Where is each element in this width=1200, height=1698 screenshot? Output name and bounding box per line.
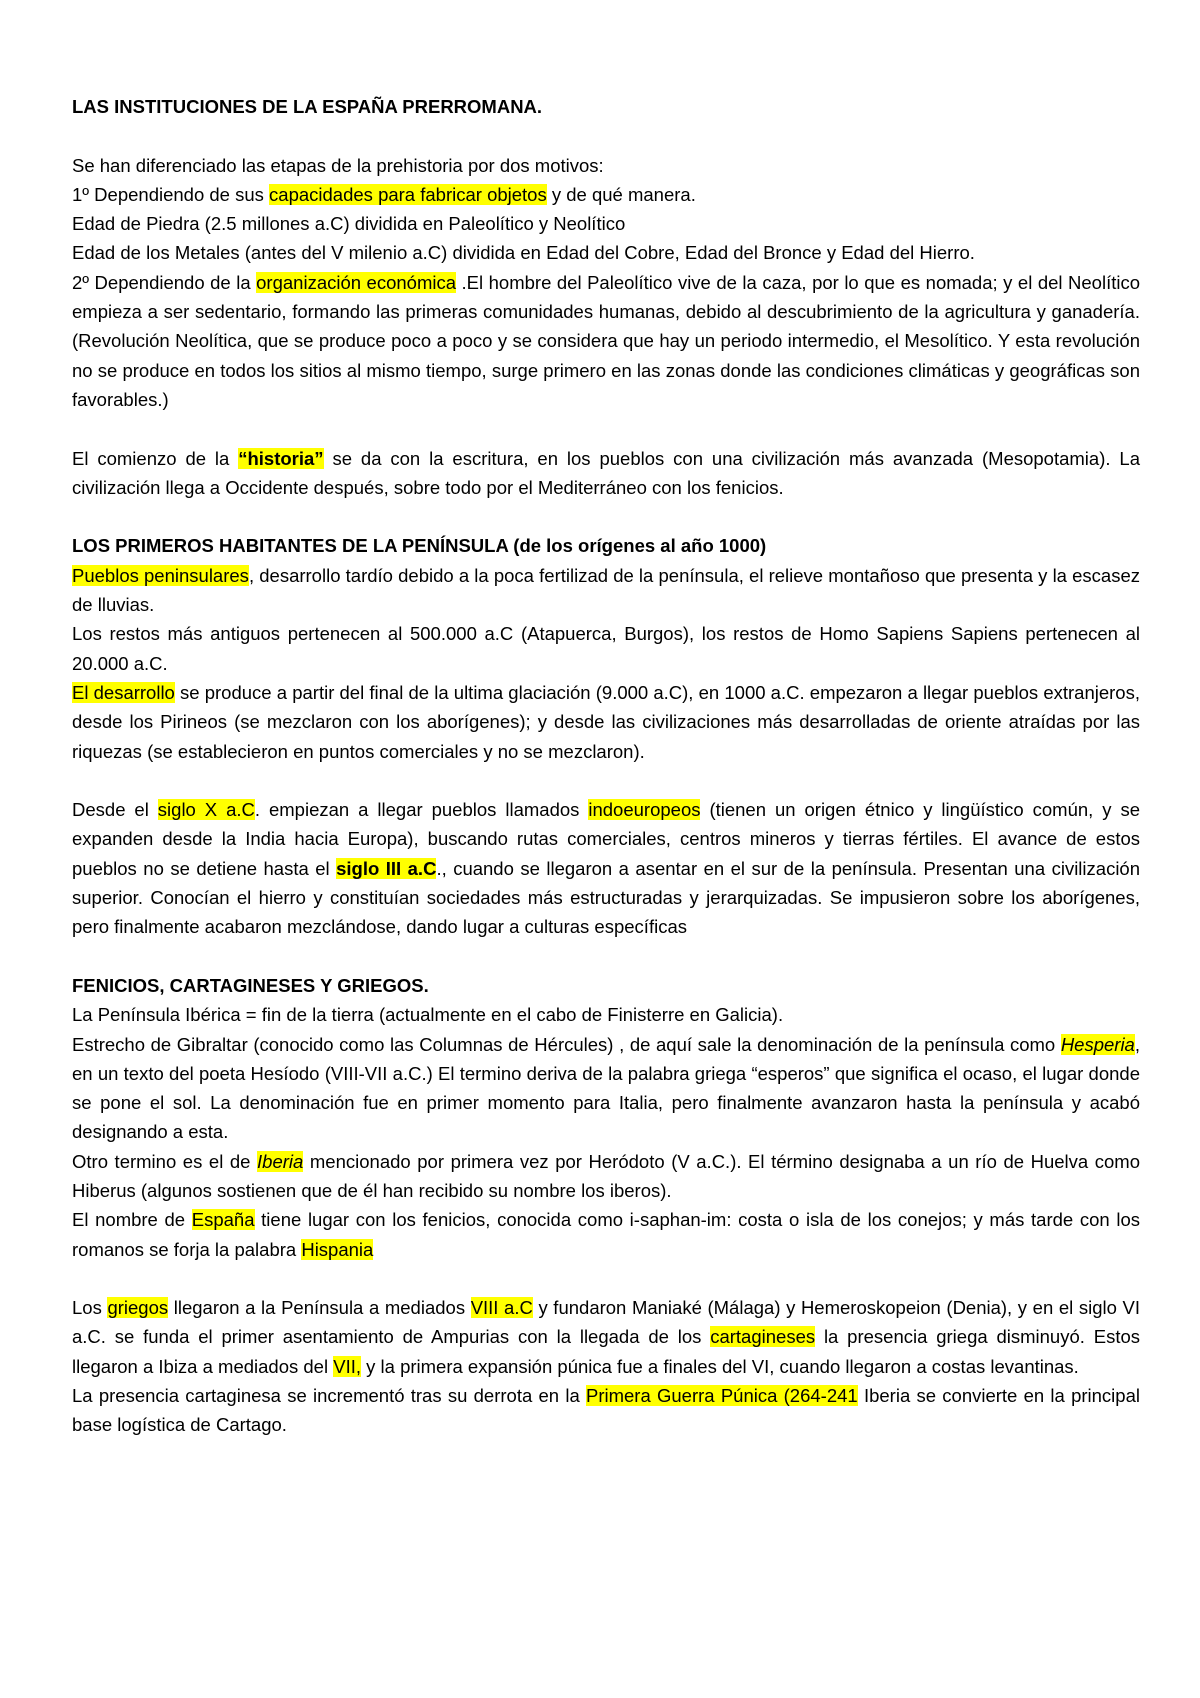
highlight-griegos: griegos xyxy=(107,1297,169,1319)
text-run: ., cuando se llegaron a asentar en el sur de la península. Presentan una civilización superior. Conocían el hierro y constituían sociedades más estructuradas y jerarquizadas. Se impusieron sobre los aborígenes, pero finalmente acabaron mezclándose, dando lugar a culturas específicas xyxy=(72,857,1141,938)
paragraph-restos: Los restos más antiguos pertenecen al 500.000 a.C (Atapuerca, Burgos), los restos de Homo Sapiens Sapiens pertenecen al 20.000 a.C. xyxy=(72,623,1140,674)
paragraph-desarrollo xyxy=(72,678,1140,766)
text-run: . empiezan a llegar pueblos llamados xyxy=(254,799,589,821)
blank-line xyxy=(72,414,1140,443)
text-run: mencionado por primera vez por Heródoto (V a.C.). El término designaba a un río de Huelva como Hiberus (algunos sostienen que de él han recibido su nombre los iberos). xyxy=(72,1150,1141,1201)
document-page xyxy=(72,92,1140,1440)
paragraph-iberica: La Península Ibérica = fin de la tierra (actualmente en el cabo de Finisterre en Galicia). xyxy=(72,1004,784,1026)
highlight-capacidades: capacidades para fabricar objetos xyxy=(269,183,547,205)
paragraph-espana xyxy=(72,1205,1140,1264)
paragraph-edad-metales: Edad de los Metales (antes del V milenio a.C) dividida en Edad del Cobre, Edad del Bronce y Edad del Hierro. xyxy=(72,242,975,264)
text-run: El comienzo de la xyxy=(72,447,239,469)
highlight-siglo-iii: siglo III a.C xyxy=(336,857,437,879)
paragraph-edad-piedra: Edad de Piedra (2.5 millones a.C) dividida en Paleolítico y Neolítico xyxy=(72,213,626,235)
text-run: Los xyxy=(72,1297,108,1319)
text-run: se da con la escritura, en los pueblos con una civilización más avanzada (Mesopotamia). La civilización llega a Occidente después, sobre todo por el Mediterráneo con los fenicios. xyxy=(72,447,1140,498)
paragraph-iberia xyxy=(72,1147,1140,1206)
paragraph-griegos xyxy=(72,1293,1140,1381)
text-run: Desde el xyxy=(72,799,158,821)
highlight-indoeuropeos: indoeuropeos xyxy=(588,799,701,821)
highlight-pueblos: Pueblos peninsulares xyxy=(72,564,249,586)
paragraph-cartaginesa xyxy=(72,1381,1140,1440)
text-run: 2º Dependiendo de la xyxy=(72,271,257,293)
paragraph-intro: Se han diferenciado las etapas de la prehistoria por dos motivos: xyxy=(72,154,604,176)
text-run: Iberia se convierte en la principal base logística de Cartago. xyxy=(72,1385,1140,1436)
text-run: Otro termino es el de xyxy=(72,1150,258,1172)
paragraph-motivo-1 xyxy=(72,180,1140,209)
blank-line xyxy=(72,942,1140,971)
paragraph-pueblos xyxy=(72,561,1140,620)
section-heading-instituciones: LAS INSTITUCIONES DE LA ESPAÑA PRERROMANA. xyxy=(72,96,543,117)
text-run: .El hombre del Paleolítico vive de la caza, por lo que es nomada; y el del Neolítico empieza a ser sedentario, formando las primeras comunidades humanas, debido al descubrimiento de la agricultura y ganadería. (Revolución Neolítica, que se produce poco a poco y se considera que hay un periodo intermedio, el Mesolítico. Y esta revolución no se produce en todos los sitios al mismo tiempo, surge primero en las zonas donde las condiciones climáticas y geográficas son favorables.) xyxy=(72,271,1141,410)
highlight-hispania: Hispania xyxy=(301,1238,374,1260)
blank-line xyxy=(72,121,1140,150)
text-run: El nombre de xyxy=(72,1209,192,1231)
highlight-viii: VIII a.C xyxy=(470,1297,533,1319)
blank-line xyxy=(72,766,1140,795)
paragraph-indoeuropeos xyxy=(72,795,1140,941)
paragraph-historia xyxy=(72,444,1140,503)
highlight-historia: “historia” xyxy=(238,447,324,469)
paragraph-motivo-2 xyxy=(72,268,1140,414)
text-run: se produce a partir del final de la ultima glaciación (9.000 a.C), en 1000 a.C. empezaron a llegar pueblos extranjeros, desde los Pirineos (se mezclaron con los aborígenes); y desde las civilizaciones más desarrolladas de oriente atraídas por las riquezas (se establecieron en puntos comerciales y no se mezclaron). xyxy=(72,681,1140,762)
text-run: La presencia cartaginesa se incrementó tras su derrota en la xyxy=(72,1385,586,1407)
text-run: Estrecho de Gibraltar (conocido como las Columnas de Hércules) , de aquí sale la denominación de la península como xyxy=(72,1033,1061,1055)
highlight-guerra-punica: Primera Guerra Púnica (264-241 xyxy=(585,1385,858,1407)
text-run: tiene lugar con los fenicios, conocida como i-saphan-im: costa o isla de los conejos; y más tarde con los romanos se forja la palabra xyxy=(72,1209,1140,1260)
highlight-cartagineses: cartagineses xyxy=(710,1326,816,1348)
text-run: , en un texto del poeta Hesíodo (VIII-VII a.C.) El termino deriva de la palabra griega “esperos” que significa el ocaso, el lugar donde se pone el sol. La denominación fue en primer momento para Italia, pero finalmente avanzaron hasta la península y acabó designando a esta. xyxy=(72,1033,1140,1143)
highlight-siglo-x: siglo X a.C xyxy=(157,799,255,821)
text-run: y fundaron Maniaké (Málaga) y Hemeroskopeion (Denia), y en el siglo VI a.C. se funda el primer asentamiento de Ampurias con la llegada de los xyxy=(72,1297,1140,1348)
highlight-vii: VII, xyxy=(333,1355,361,1377)
text-run: y de qué manera. xyxy=(546,183,696,205)
highlight-organizacion: organización económica xyxy=(256,271,457,293)
highlight-espana: España xyxy=(191,1209,255,1231)
paragraph-estrecho xyxy=(72,1030,1140,1147)
blank-line xyxy=(72,1264,1140,1293)
text-run: 1º Dependiendo de sus xyxy=(72,183,270,205)
highlight-hesperia: Hesperia xyxy=(1060,1033,1135,1055)
text-run: y la primera expansión púnica fue a finales del VI, cuando llegaron a costas levantinas. xyxy=(361,1355,1079,1377)
section-heading-fenicios: FENICIOS, CARTAGINESES Y GRIEGOS. xyxy=(72,974,429,996)
text-run: (tienen un origen étnico y lingüístico común, y se expanden desde la India hacia Europa), buscando rutas comerciales, centros mineros y tierras fértiles. El avance de estos pueblos no se detiene hasta el xyxy=(72,799,1140,879)
text-run: llegaron a la Península a mediados xyxy=(168,1297,471,1319)
blank-line xyxy=(72,502,1140,531)
text-run: , desarrollo tardío debido a la poca fertilizad de la península, el relieve montañoso que presenta y la escasez de lluvias. xyxy=(72,564,1140,616)
highlight-desarrollo: El desarrollo xyxy=(72,681,175,703)
highlight-iberia: Iberia xyxy=(257,1150,304,1172)
text-run: la presencia griega disminuyó. Estos llegaron a Ibiza a mediados del xyxy=(72,1326,1140,1377)
section-heading-primeros-habitantes: LOS PRIMEROS HABITANTES DE LA PENÍNSULA (de los orígenes al año 1000) xyxy=(72,535,767,557)
